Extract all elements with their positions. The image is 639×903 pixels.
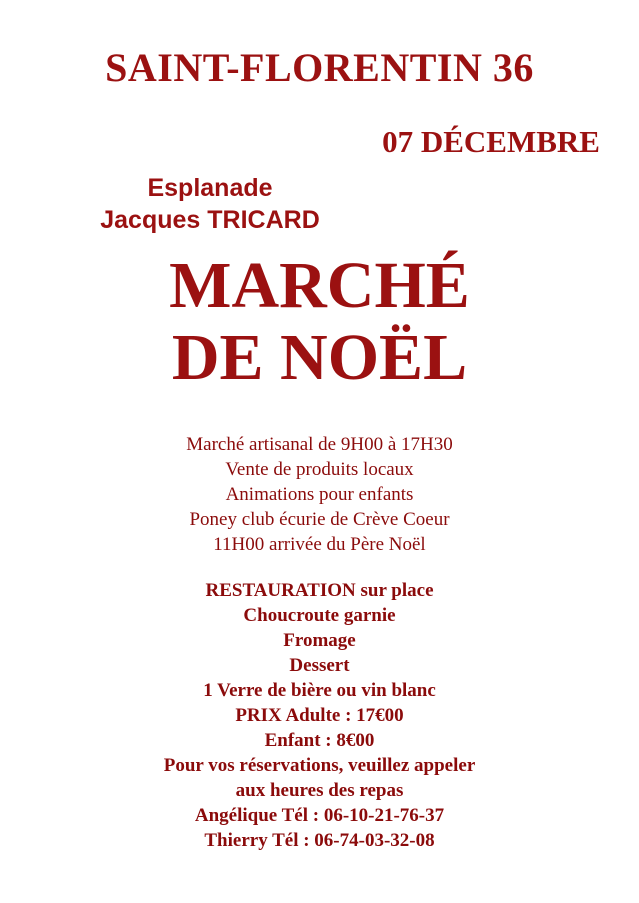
contact-phone-1: Angélique Tél : 06-10-21-76-37	[194, 805, 445, 826]
restauration-line: aux heures des repas	[235, 780, 404, 801]
town-title: SAINT-FLORENTIN 36	[105, 45, 534, 90]
event-date: 07 DÉCEMBRE	[382, 124, 600, 159]
price-adult: PRIX Adulte : 17€00	[235, 705, 404, 726]
venue-block	[45, 172, 375, 236]
detail-line: Animations pour enfants	[225, 484, 414, 505]
restauration-line: Fromage	[283, 630, 356, 651]
detail-line: 11H00 arrivée du Père Noël	[213, 534, 426, 555]
detail-line: Marché artisanal de 9H00 à 17H30	[186, 434, 453, 455]
venue-line-1: Esplanade	[147, 174, 273, 202]
page-title-line-2: DE NOËL	[171, 321, 468, 394]
restauration-block	[0, 578, 639, 853]
restauration-line: Choucroute garnie	[243, 605, 396, 626]
detail-line: Poney club écurie de Crève Coeur	[189, 509, 450, 530]
restauration-line: RESTAURATION sur place	[205, 580, 434, 601]
page-title	[0, 250, 639, 394]
price-child: Enfant : 8€00	[264, 730, 375, 751]
venue-line-2: Jacques TRICARD	[100, 206, 320, 234]
page-title-line-1: MARCHÉ	[169, 249, 470, 322]
restauration-line: Pour vos réservations, veuillez appeler	[163, 755, 476, 776]
contact-phone-2: Thierry Tél : 06-74-03-32-08	[204, 830, 435, 851]
restauration-line: 1 Verre de bière ou vin blanc	[203, 680, 436, 701]
details-block	[0, 432, 639, 557]
restauration-line: Dessert	[289, 655, 350, 676]
detail-line: Vente de produits locaux	[225, 459, 414, 480]
